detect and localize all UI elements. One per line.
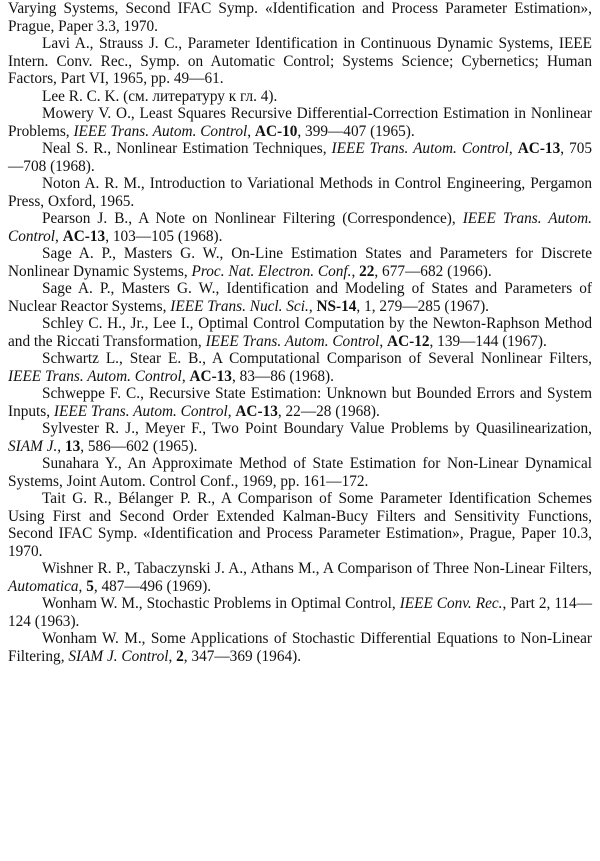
- reference-entry: [8, 490, 592, 560]
- reference-text: , 22—28 (1968).: [277, 402, 380, 420]
- volume-number: AC-13: [517, 140, 561, 157]
- reference-text: Schley C. H., Jr., Lee I., Optimal Control Computation by the Newton-Raphson Method and the Riccati Transformation,: [8, 315, 592, 350]
- reference-text: Sylvester R. J., Meyer F., Two Point Boundary Value Problems by Quasilinearization,: [42, 420, 592, 437]
- reference-entry: [8, 210, 592, 245]
- reference-text: Sage A. P., Masters G. W., On-Line Estimation States and Parameters for Discrete Nonlinear Dynamic Systems,: [8, 245, 592, 280]
- reference-entry: [8, 245, 592, 280]
- volume-number: AC-10: [254, 122, 298, 140]
- reference-entry: [8, 595, 592, 630]
- reference-text: Sage A. P., Masters G. W., Identification and Modeling of States and Parameters of Nuclear Reactor Systems,: [8, 280, 592, 315]
- reference-text: , Part 2, 114—124 (1963).: [8, 595, 592, 630]
- reference-text: , 139—144 (1967).: [429, 332, 547, 350]
- volume-number: 13: [64, 437, 81, 455]
- volume-number: 22: [359, 262, 375, 280]
- reference-text: ,: [181, 367, 190, 385]
- journal-title: IEEE Trans. Autom. Control: [8, 210, 593, 245]
- reference-text: ,: [55, 227, 63, 245]
- reference-text: ,: [57, 437, 65, 455]
- reference-text: ,: [308, 297, 317, 315]
- reference-entry: [8, 105, 592, 140]
- journal-title: IEEE Trans. Autom. Control: [331, 140, 509, 157]
- reference-entry: [8, 630, 592, 665]
- reference-text: , 677—682 (1966).: [374, 262, 492, 280]
- reference-entry: [8, 455, 592, 490]
- volume-number: AC-13: [62, 227, 106, 245]
- reference-text: , 487—496 (1969).: [93, 577, 212, 595]
- journal-title: IEEE Trans. Autom. Control: [73, 122, 248, 140]
- journal-title: SIAM J. Control: [68, 647, 169, 665]
- reference-entry: [8, 88, 592, 106]
- reference-text: , 586—602 (1965).: [80, 437, 198, 455]
- reference-entry: [8, 350, 592, 385]
- reference-text: Tait G. R., Bélanger P. R., A Comparison of Some Parameter Identification Schemes Using First and Second Order Extended Kalman-Bucy Filters and Sensitivity Functions, Second IFAC Symp. «Identification and Process Parameter Estimation», Prague, Paper 10.3, 1970.: [8, 490, 592, 560]
- journal-title: IEEE Trans. Autom. Control: [205, 332, 380, 350]
- reference-text: Mowery V. O., Least Squares Recursive Differential-Correction Estimation in Nonlinear Problems,: [8, 105, 592, 140]
- reference-text: Lavi A., Strauss J. C., Parameter Identification in Continuous Dynamic Systems, IEEE Intern. Conv. Rec., Symp. on Automatic Control; Systems Science; Cybernetics; Human Factors, Part VI, 1965, pp. 49—61.: [8, 35, 592, 87]
- journal-title: IEEE Trans. Nucl. Sci.: [170, 297, 309, 315]
- reference-text: ,: [227, 402, 236, 420]
- reference-text: , 347—369 (1964).: [183, 647, 302, 665]
- journal-title: IEEE Conv. Rec.: [399, 595, 503, 612]
- reference-text: Neal S. R., Nonlinear Estimation Techniques,: [42, 140, 332, 157]
- journal-title: IEEE Trans. Autom. Control: [53, 402, 228, 420]
- reference-text: ,: [78, 577, 87, 595]
- reference-text: , 83—86 (1968).: [231, 367, 334, 385]
- journal-title: Proc. Nat. Electron. Conf.: [191, 262, 352, 280]
- reference-entry: [8, 0, 592, 35]
- reference-text: , 705—708 (1968).: [8, 140, 593, 175]
- reference-text: Schwartz L., Stear E. B., A Computational Comparison of Several Nonlinear Filters,: [42, 350, 592, 367]
- reference-text: Varying Systems, Second IFAC Symp. «Identification and Process Parameter Estimation», Prague, Paper 3.3, 1970.: [8, 0, 592, 35]
- reference-text: Wishner R. P., Tabaczynski J. A., Athans M., A Comparison of Three Non-Linear Filters,: [42, 560, 592, 577]
- reference-text: ,: [247, 122, 255, 140]
- volume-number: 5: [86, 577, 94, 595]
- reference-text: Schweppe F. C., Recursive State Estimation: Unknown but Bounded Errors and System Inputs,: [8, 385, 592, 420]
- volume-number: AC-12: [387, 332, 430, 350]
- reference-entry: [8, 140, 592, 175]
- reference-text: Noton A. R. M., Introduction to Variational Methods in Control Engineering, Pergamon Press, Oxford, 1965.: [8, 175, 592, 210]
- reference-entry: [8, 385, 592, 420]
- reference-text: ,: [351, 262, 360, 280]
- volume-number: AC-13: [235, 402, 278, 420]
- reference-entry: [8, 175, 592, 210]
- reference-text: ,: [168, 647, 177, 665]
- reference-text: Lee R. C. K. (см. литературу к гл. 4).: [42, 87, 278, 105]
- reference-entry: [8, 280, 592, 315]
- volume-number: 2: [176, 647, 184, 665]
- reference-text: Wonham W. M., Some Applications of Stochastic Differential Equations to Non-Linear Filtering,: [8, 630, 592, 665]
- journal-title: Automatica: [8, 577, 79, 595]
- reference-text: Pearson J. B., A Note on Nonlinear Filtering (Correspondence),: [42, 210, 463, 227]
- journal-title: SIAM J.: [8, 437, 58, 455]
- reference-text: , 399—407 (1965).: [297, 122, 415, 140]
- reference-list: [8, 0, 592, 665]
- reference-text: Sunahara Y., An Approximate Method of State Estimation for Non-Linear Dynamical Systems, Joint Autom. Control Conf., 1969, pp. 161—172.: [8, 455, 592, 490]
- reference-entry: [8, 560, 592, 595]
- reference-text: , 1, 279—285 (1967).: [356, 297, 489, 315]
- reference-entry: [8, 35, 592, 88]
- volume-number: AC-13: [189, 367, 232, 385]
- reference-text: Wonham W. M., Stochastic Problems in Optimal Control,: [42, 595, 400, 612]
- volume-number: NS-14: [316, 297, 357, 315]
- journal-title: IEEE Trans. Autom. Control: [8, 367, 182, 385]
- reference-text: , 103—105 (1968).: [105, 227, 223, 245]
- reference-text: ,: [508, 140, 518, 157]
- reference-text: ,: [379, 332, 388, 350]
- reference-entry: [8, 420, 592, 455]
- reference-entry: [8, 315, 592, 350]
